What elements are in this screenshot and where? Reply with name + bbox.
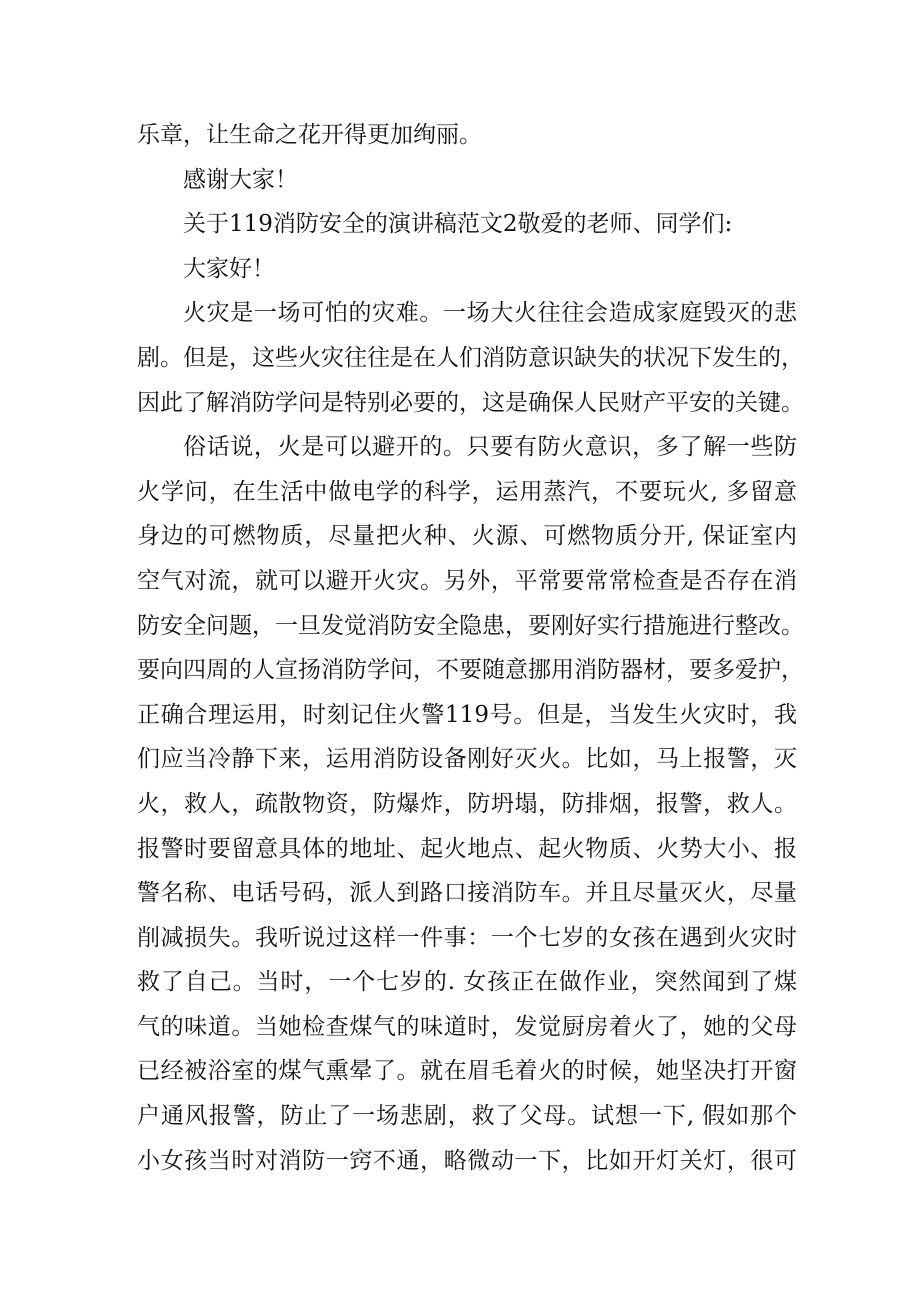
text-line: 报警时要留意具体的地址、起火地点、起火物质、火势大小、报 bbox=[137, 835, 797, 862]
text-line: 身边的可燃物质，尽量把火种、火源、可燃物质分开, 保证室内 bbox=[137, 523, 797, 550]
text-line: 警名称、电话号码，派人到路口接消防车。并且尽量灭火，尽量 bbox=[137, 880, 797, 907]
text-line: 火灾是一场可怕的灾难。一场大火往往会造成家庭毁灭的悲 bbox=[183, 300, 797, 327]
text-line: 救了自己。当时，一个七岁的. 女孩正在做作业，突然闻到了煤 bbox=[137, 969, 797, 996]
text-line: 小女孩当时对消防一窍不通，略微动一下，比如开灯关灯，很可 bbox=[137, 1147, 797, 1174]
text-line: 因此了解消防学问是特别必要的，这是确保人民财产平安的关键。 bbox=[137, 389, 804, 416]
greeting: 大家好！ bbox=[183, 255, 275, 282]
text-line: 防安全问题，一旦发觉消防安全隐患，要刚好实行措施进行整改。 bbox=[137, 612, 804, 639]
text-line: 火，救人，疏散物资，防爆炸，防坍塌，防排烟，报警，救人。 bbox=[137, 790, 797, 817]
text-line: 空气对流，就可以避开火灾。另外，平常要常常检查是否存在消 bbox=[137, 567, 797, 594]
closing-thanks: 感谢大家！ bbox=[183, 166, 298, 193]
text-line: 俗话说，火是可以避开的。只要有防火意识，多了解一些防 bbox=[183, 434, 797, 461]
text-line: 已经被浴室的煤气熏晕了。就在眉毛着火的时候，她坚决打开窗 bbox=[137, 1058, 797, 1085]
text-line: 乐章，让生命之花开得更加绚丽。 bbox=[137, 122, 482, 148]
text-line: 剧。但是，这些火灾往往是在人们消防意识缺失的状况下发生的， bbox=[137, 344, 804, 371]
text-line: 削减损失。我听说过这样一件事：一个七岁的女孩在遇到火灾时 bbox=[137, 924, 797, 951]
text-line: 户通风报警，防止了一场悲剧，救了父母。试想一下, 假如那个 bbox=[137, 1103, 797, 1130]
text-line: 要向四周的人宣扬消防学问，不要随意挪用消防器材，要多爱护， bbox=[137, 657, 804, 684]
text-line: 火学问，在生活中做电学的科学，运用蒸汽，不要玩火, 多留意 bbox=[137, 478, 797, 505]
section-title: 关于119消防安全的演讲稿范文2敬爱的老师、同学们: bbox=[183, 211, 733, 238]
document-body bbox=[137, 113, 804, 1183]
text-line: 们应当冷静下来，运用消防设备刚好灭火。比如，马上报警，灭 bbox=[137, 746, 797, 773]
text-line: 正确合理运用，时刻记住火警119号。但是，当发生火灾时，我 bbox=[137, 701, 797, 728]
text-line: 气的味道。当她检查煤气的味道时，发觉厨房着火了，她的父母 bbox=[137, 1013, 797, 1040]
